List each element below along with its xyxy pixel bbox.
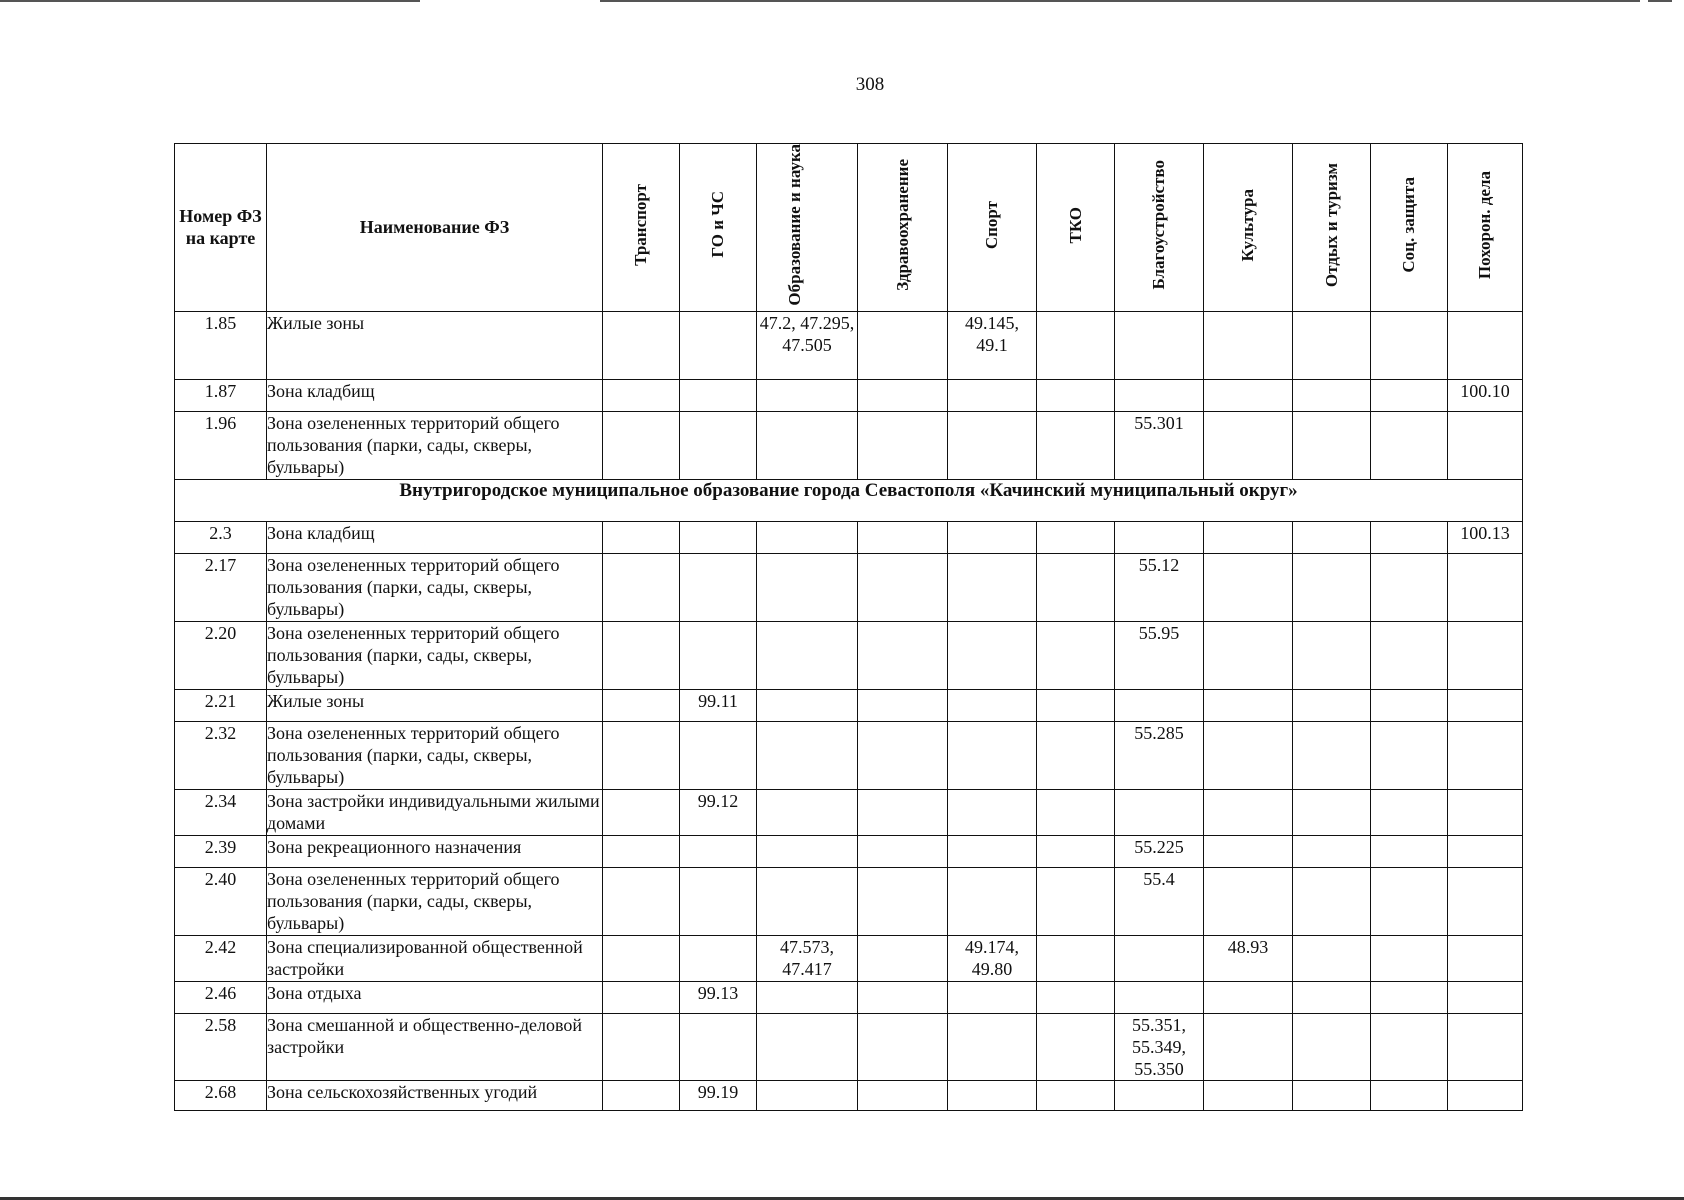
cell-health	[858, 789, 948, 835]
table-header-row	[175, 144, 1523, 312]
row-number: 2.32	[175, 721, 267, 789]
cell-leisure	[1293, 721, 1371, 789]
cell-tko	[1037, 867, 1115, 935]
column-header-number: Номер ФЗ на карте	[175, 144, 267, 312]
page-number: 308	[855, 74, 885, 95]
cell-go-chs	[680, 867, 757, 935]
cell-improvement: 55.285	[1115, 721, 1204, 789]
cell-improvement: 55.4	[1115, 867, 1204, 935]
row-name: Зона застройки индивидуальными жилыми домами	[267, 789, 603, 835]
cell-health	[858, 379, 948, 411]
cell-transport	[603, 689, 680, 721]
row-number: 1.87	[175, 379, 267, 411]
cell-tko	[1037, 1013, 1115, 1080]
cell-leisure	[1293, 553, 1371, 621]
row-number: 2.39	[175, 835, 267, 867]
cell-education	[757, 835, 858, 867]
row-number: 2.40	[175, 867, 267, 935]
cell-culture	[1204, 311, 1293, 379]
cell-education	[757, 789, 858, 835]
cell-improvement: 55.301	[1115, 411, 1204, 479]
cell-leisure	[1293, 379, 1371, 411]
column-header-education: Образование и наука	[757, 144, 858, 312]
cell-go-chs	[680, 521, 757, 553]
cell-tko	[1037, 689, 1115, 721]
cell-education: 47.2, 47.295, 47.505	[757, 311, 858, 379]
cell-tko	[1037, 721, 1115, 789]
column-header-culture: Культура	[1204, 144, 1293, 312]
cell-go-chs	[680, 311, 757, 379]
column-header-funeral: Похорон. дела	[1448, 144, 1523, 312]
cell-social	[1371, 379, 1448, 411]
cell-funeral	[1448, 553, 1523, 621]
cell-health	[858, 721, 948, 789]
cell-sport	[948, 379, 1037, 411]
table-row	[175, 411, 1523, 479]
cell-culture: 48.93	[1204, 935, 1293, 981]
table-row	[175, 835, 1523, 867]
cell-go-chs: 99.13	[680, 981, 757, 1013]
cell-tko	[1037, 789, 1115, 835]
cell-education	[757, 721, 858, 789]
cell-culture	[1204, 689, 1293, 721]
cell-social	[1371, 981, 1448, 1013]
cell-social	[1371, 721, 1448, 789]
cell-transport	[603, 411, 680, 479]
cell-improvement	[1115, 311, 1204, 379]
cell-education	[757, 1013, 858, 1080]
scan-edge-line	[600, 0, 1640, 2]
table-row	[175, 1013, 1523, 1080]
table-row	[175, 311, 1523, 379]
cell-education	[757, 981, 858, 1013]
cell-tko	[1037, 379, 1115, 411]
cell-health	[858, 311, 948, 379]
cell-sport	[948, 521, 1037, 553]
cell-improvement: 55.351, 55.349, 55.350	[1115, 1013, 1204, 1080]
cell-funeral	[1448, 789, 1523, 835]
cell-sport	[948, 621, 1037, 689]
cell-culture	[1204, 981, 1293, 1013]
row-name: Жилые зоны	[267, 311, 603, 379]
cell-transport	[603, 789, 680, 835]
cell-transport	[603, 621, 680, 689]
row-name: Зона озелененных территорий общего пользования (парки, сады, скверы, бульвары)	[267, 411, 603, 479]
cell-culture	[1204, 621, 1293, 689]
cell-sport	[948, 835, 1037, 867]
cell-culture	[1204, 789, 1293, 835]
cell-health	[858, 553, 948, 621]
cell-funeral	[1448, 867, 1523, 935]
cell-sport	[948, 1080, 1037, 1110]
cell-health	[858, 935, 948, 981]
cell-funeral	[1448, 1013, 1523, 1080]
cell-transport	[603, 379, 680, 411]
cell-social	[1371, 867, 1448, 935]
cell-health	[858, 835, 948, 867]
cell-sport: 49.145, 49.1	[948, 311, 1037, 379]
table-row	[175, 981, 1523, 1013]
cell-go-chs	[680, 621, 757, 689]
cell-transport	[603, 835, 680, 867]
cell-funeral	[1448, 411, 1523, 479]
cell-sport	[948, 867, 1037, 935]
table-row	[175, 553, 1523, 621]
cell-improvement: 55.225	[1115, 835, 1204, 867]
table-row	[175, 867, 1523, 935]
row-name: Зона кладбищ	[267, 521, 603, 553]
cell-leisure	[1293, 1080, 1371, 1110]
cell-funeral	[1448, 981, 1523, 1013]
cell-education	[757, 621, 858, 689]
cell-go-chs	[680, 935, 757, 981]
section-title: Внутригородское муниципальное образование города Севастополя «Качинский муниципальный округ»	[175, 479, 1523, 521]
table-row	[175, 621, 1523, 689]
column-header-transport: Транспорт	[603, 144, 680, 312]
section-row	[175, 479, 1523, 521]
cell-social	[1371, 553, 1448, 621]
cell-transport	[603, 867, 680, 935]
cell-go-chs	[680, 379, 757, 411]
cell-social	[1371, 621, 1448, 689]
cell-leisure	[1293, 411, 1371, 479]
cell-health	[858, 411, 948, 479]
cell-tko	[1037, 835, 1115, 867]
row-number: 2.46	[175, 981, 267, 1013]
table-row	[175, 521, 1523, 553]
row-number: 2.58	[175, 1013, 267, 1080]
cell-tko	[1037, 553, 1115, 621]
row-name: Зона озелененных территорий общего пользования (парки, сады, скверы, бульвары)	[267, 621, 603, 689]
row-name: Зона озелененных территорий общего пользования (парки, сады, скверы, бульвары)	[267, 867, 603, 935]
column-header-name: Наименование ФЗ	[267, 144, 603, 312]
cell-go-chs: 99.19	[680, 1080, 757, 1110]
row-name: Зона озелененных территорий общего пользования (парки, сады, скверы, бульвары)	[267, 553, 603, 621]
cell-leisure	[1293, 867, 1371, 935]
row-number: 2.3	[175, 521, 267, 553]
row-number: 2.34	[175, 789, 267, 835]
column-header-improvement: Благоустройство	[1115, 144, 1204, 312]
table-row	[175, 379, 1523, 411]
cell-culture	[1204, 835, 1293, 867]
cell-funeral	[1448, 689, 1523, 721]
row-number: 1.96	[175, 411, 267, 479]
row-number: 2.17	[175, 553, 267, 621]
cell-culture	[1204, 867, 1293, 935]
row-name: Зона сельскохозяйственных угодий	[267, 1080, 603, 1110]
cell-health	[858, 521, 948, 553]
table-row	[175, 935, 1523, 981]
column-header-social: Соц. защита	[1371, 144, 1448, 312]
row-name: Зона озелененных территорий общего пользования (парки, сады, скверы, бульвары)	[267, 721, 603, 789]
cell-transport	[603, 1013, 680, 1080]
cell-transport	[603, 1080, 680, 1110]
cell-sport	[948, 689, 1037, 721]
cell-sport	[948, 553, 1037, 621]
cell-improvement	[1115, 789, 1204, 835]
cell-go-chs: 99.11	[680, 689, 757, 721]
cell-funeral	[1448, 1080, 1523, 1110]
cell-tko	[1037, 311, 1115, 379]
cell-education: 47.573, 47.417	[757, 935, 858, 981]
cell-education	[757, 553, 858, 621]
cell-health	[858, 981, 948, 1013]
cell-funeral: 100.10	[1448, 379, 1523, 411]
cell-transport	[603, 553, 680, 621]
cell-social	[1371, 521, 1448, 553]
cell-go-chs	[680, 1013, 757, 1080]
scan-edge-line	[0, 0, 420, 2]
cell-funeral: 100.13	[1448, 521, 1523, 553]
cell-leisure	[1293, 311, 1371, 379]
cell-transport	[603, 721, 680, 789]
row-number: 2.20	[175, 621, 267, 689]
cell-improvement: 55.95	[1115, 621, 1204, 689]
row-number: 2.42	[175, 935, 267, 981]
cell-funeral	[1448, 835, 1523, 867]
cell-health	[858, 689, 948, 721]
row-name: Зона кладбищ	[267, 379, 603, 411]
cell-leisure	[1293, 689, 1371, 721]
row-name: Жилые зоны	[267, 689, 603, 721]
table-row	[175, 1080, 1523, 1110]
cell-culture	[1204, 553, 1293, 621]
cell-leisure	[1293, 1013, 1371, 1080]
cell-culture	[1204, 521, 1293, 553]
row-name: Зона отдыха	[267, 981, 603, 1013]
cell-go-chs	[680, 553, 757, 621]
table-row	[175, 721, 1523, 789]
table-row	[175, 689, 1523, 721]
cell-culture	[1204, 379, 1293, 411]
row-name: Зона смешанной и общественно-деловой застройки	[267, 1013, 603, 1080]
cell-culture	[1204, 721, 1293, 789]
cell-transport	[603, 521, 680, 553]
cell-leisure	[1293, 935, 1371, 981]
cell-funeral	[1448, 721, 1523, 789]
cell-funeral	[1448, 621, 1523, 689]
cell-sport	[948, 981, 1037, 1013]
row-number: 1.85	[175, 311, 267, 379]
cell-health	[858, 1080, 948, 1110]
cell-sport	[948, 411, 1037, 479]
cell-improvement: 55.12	[1115, 553, 1204, 621]
cell-social	[1371, 1013, 1448, 1080]
cell-improvement	[1115, 981, 1204, 1013]
cell-sport	[948, 789, 1037, 835]
cell-leisure	[1293, 521, 1371, 553]
cell-improvement	[1115, 379, 1204, 411]
cell-education	[757, 521, 858, 553]
cell-tko	[1037, 981, 1115, 1013]
cell-health	[858, 621, 948, 689]
cell-sport: 49.174, 49.80	[948, 935, 1037, 981]
scan-edge-line	[1648, 0, 1672, 2]
cell-transport	[603, 935, 680, 981]
cell-transport	[603, 311, 680, 379]
cell-go-chs	[680, 835, 757, 867]
cell-culture	[1204, 1080, 1293, 1110]
cell-social	[1371, 1080, 1448, 1110]
cell-health	[858, 1013, 948, 1080]
cell-transport	[603, 981, 680, 1013]
facilities-table	[174, 143, 1523, 1111]
cell-social	[1371, 411, 1448, 479]
cell-health	[858, 867, 948, 935]
column-header-sport: Спорт	[948, 144, 1037, 312]
row-number: 2.68	[175, 1080, 267, 1110]
cell-go-chs	[680, 411, 757, 479]
cell-social	[1371, 789, 1448, 835]
cell-tko	[1037, 521, 1115, 553]
cell-tko	[1037, 411, 1115, 479]
cell-culture	[1204, 411, 1293, 479]
cell-leisure	[1293, 789, 1371, 835]
cell-education	[757, 867, 858, 935]
cell-leisure	[1293, 981, 1371, 1013]
cell-social	[1371, 835, 1448, 867]
cell-improvement	[1115, 935, 1204, 981]
cell-funeral	[1448, 935, 1523, 981]
row-number: 2.21	[175, 689, 267, 721]
cell-sport	[948, 1013, 1037, 1080]
cell-education	[757, 1080, 858, 1110]
column-header-health: Здравоохранение	[858, 144, 948, 312]
cell-education	[757, 689, 858, 721]
cell-social	[1371, 689, 1448, 721]
cell-go-chs: 99.12	[680, 789, 757, 835]
cell-funeral	[1448, 311, 1523, 379]
cell-tko	[1037, 621, 1115, 689]
cell-improvement	[1115, 1080, 1204, 1110]
cell-tko	[1037, 935, 1115, 981]
cell-leisure	[1293, 835, 1371, 867]
row-name: Зона рекреационного назначения	[267, 835, 603, 867]
cell-tko	[1037, 1080, 1115, 1110]
cell-social	[1371, 935, 1448, 981]
cell-go-chs	[680, 721, 757, 789]
cell-social	[1371, 311, 1448, 379]
cell-education	[757, 411, 858, 479]
cell-improvement	[1115, 521, 1204, 553]
row-name: Зона специализированной общественной застройки	[267, 935, 603, 981]
table-row	[175, 789, 1523, 835]
cell-culture	[1204, 1013, 1293, 1080]
column-header-tko: ТКО	[1037, 144, 1115, 312]
column-header-leisure: Отдых и туризм	[1293, 144, 1371, 312]
cell-sport	[948, 721, 1037, 789]
cell-education	[757, 379, 858, 411]
cell-leisure	[1293, 621, 1371, 689]
cell-improvement	[1115, 689, 1204, 721]
column-header-go-chs: ГО и ЧС	[680, 144, 757, 312]
